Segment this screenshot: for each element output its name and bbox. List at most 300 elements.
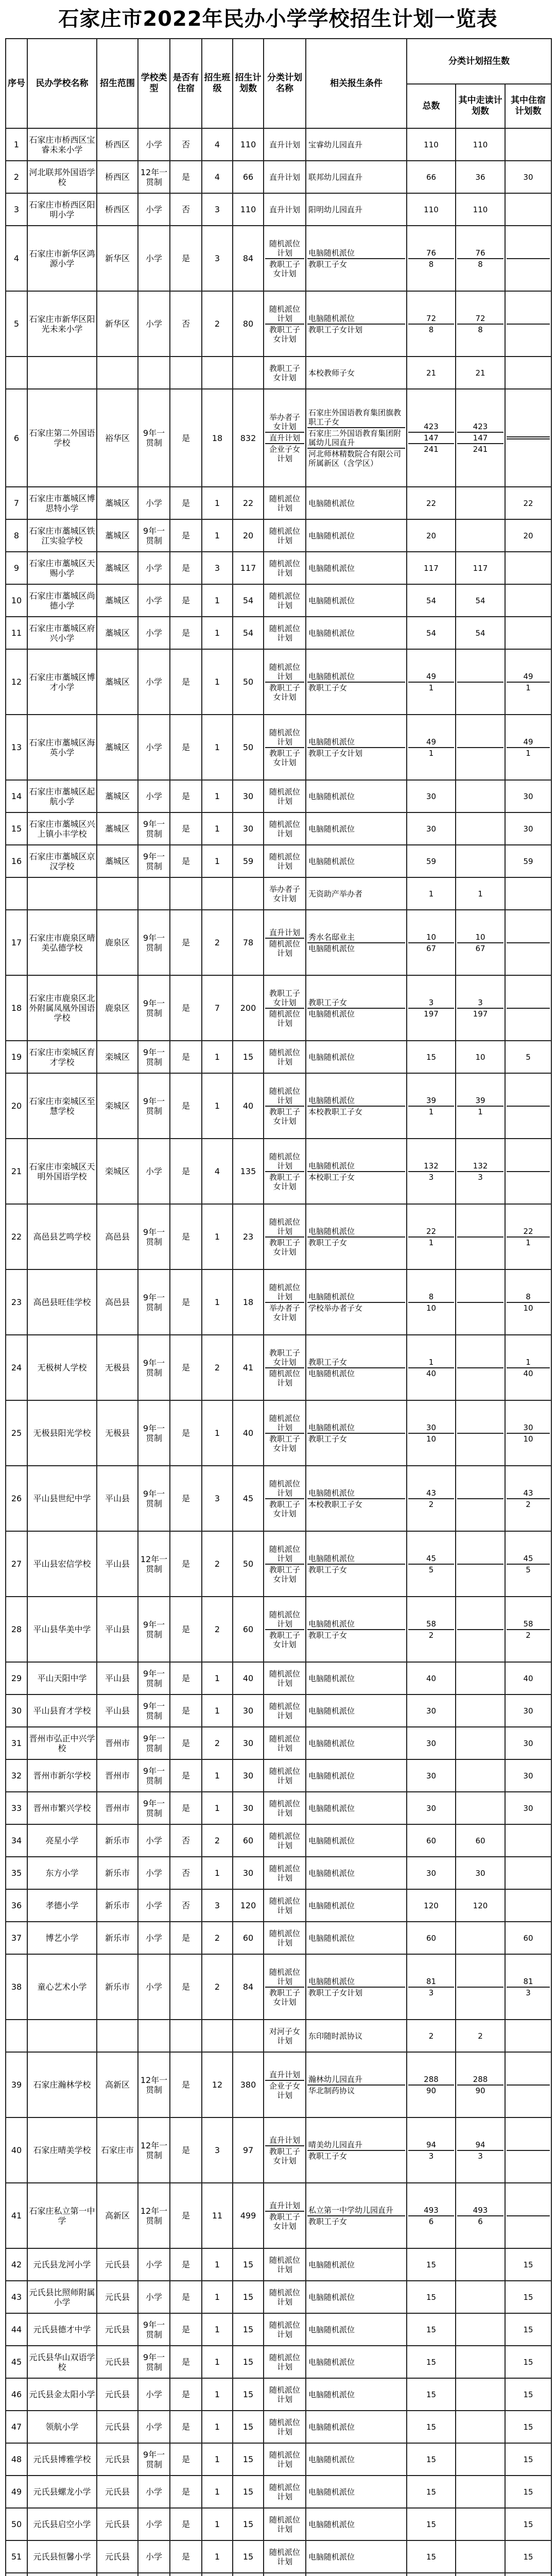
school-name: 平山县宏信学校 [27,1531,97,1597]
split-local-stack [457,1710,503,1711]
plan-condition: 教职工子女计划 [307,324,405,335]
plan-condition-stack [307,1226,405,1248]
split-local [457,1743,503,1744]
school-name: 石家庄市藁城区尚德小学 [27,584,97,617]
plan-category-stack [265,2320,304,2340]
split-local: 1 [457,1106,503,1117]
plan-condition: 教职工子女 [307,1236,405,1248]
plan-count: 20 [233,519,264,552]
plan-condition-stack [307,205,405,215]
split-board-cell [505,552,551,584]
class-count: 2 [202,1335,233,1400]
split-board: 15 [523,2454,533,2464]
enroll-district: 无极县 [97,1335,138,1400]
boarding-flag: 是 [170,1073,202,1139]
split-board: 60 [523,1933,533,1943]
plan-condition: 本校教师子女 [308,368,355,378]
school-type: 小学 [138,2508,170,2540]
split-local-stack [457,1095,503,1117]
plan-condition-stack [307,408,405,468]
plan-count: 15 [233,2248,264,2281]
class-count: 1 [202,2281,233,2313]
header-type: 学校类型 [138,39,170,128]
plan-category: 教职工子女计划 [265,1171,304,1192]
plan-category-stack [265,172,304,182]
split-total-stack [408,2260,454,2270]
split-total-cell [407,161,456,193]
plan-category: 随机派位计划 [269,1479,300,1498]
plan-category: 教职工子女计划 [265,1564,304,1584]
split-total: 15 [426,2389,437,2399]
split-board-cell [505,1400,551,1466]
split-board-stack [507,1673,550,1684]
row-number: 13 [6,715,27,780]
plan-condition-stack [307,498,405,509]
split-total-cell [407,2020,456,2052]
split-local-stack [457,2556,503,2557]
class-count: 1 [202,2346,233,2378]
plan-condition: 电脑随机派位 [308,1976,355,1986]
row-number: 48 [6,2443,27,2476]
split-total-cell [407,2052,456,2117]
enroll-district: 无极县 [97,1400,138,1466]
split-board: 58 [523,1619,533,1629]
class-count: 1 [202,2476,233,2508]
plan-category: 举办者子女计划 [269,413,300,431]
school-type: 小学 [138,617,170,649]
plan-category: 随机派位计划 [269,1282,300,1301]
plan-category-cell [264,519,306,552]
school-name: 平山天阳中学 [27,1662,97,1694]
boarding-flag: 是 [170,1954,202,2020]
split-total-cell [407,1073,456,1139]
row-number: 25 [6,1400,27,1466]
split-total-cell [407,1139,456,1204]
plan-count: 832 [233,389,264,487]
split-local [457,747,503,749]
class-count: 3 [202,1466,233,1531]
table-row [6,552,551,584]
split-total: 110 [424,140,439,149]
split-board-stack [507,2389,550,2400]
school-type: 小学 [138,128,170,161]
table-row [6,1400,551,1466]
class-count: 1 [202,1041,233,1073]
enroll-district: 高新区 [97,2183,138,2248]
plan-condition-stack [307,1706,405,1716]
plan-condition-stack [307,2140,405,2161]
row-number: 42 [6,2248,27,2281]
split-local-stack [457,2362,503,2363]
plan-count: 15 [233,1041,264,1073]
plan-category-stack [265,2200,304,2231]
plan-condition-cell [306,2052,407,2117]
plan-condition-stack [307,2357,405,2367]
school-type: 9年一贯制 [138,1597,170,1662]
split-total-cell [407,193,456,226]
class-count [202,877,233,910]
plan-category: 随机派位计划 [269,787,300,806]
table-row [6,1531,551,1597]
split-total-cell [407,975,456,1041]
plan-category-cell [264,2117,306,2183]
plan-condition: 电脑随机派位 [308,1226,355,1236]
plan-category: 教职工子女计划 [265,258,304,279]
split-local-stack [457,1432,503,1435]
table-row [6,193,551,226]
split-board-stack [507,1905,550,1906]
split-board-stack [507,2083,550,2087]
split-total-cell [407,226,456,291]
school-name: 晋州市繁兴学校 [27,1792,97,1824]
split-local: 76 [475,248,485,258]
split-board: 43 [523,1488,533,1498]
split-total-cell [407,2378,456,2411]
split-board-cell [505,1694,551,1727]
split-board: 40 [507,1367,550,1379]
split-board: 30 [523,1803,533,1813]
split-local-cell [456,128,505,161]
split-board-cell [505,2443,551,2476]
split-local-cell [456,2313,505,2346]
plan-category: 随机派位计划 [269,2352,300,2371]
split-total: 1 [408,682,454,693]
split-total-stack [408,2031,454,2041]
split-total-cell [407,1857,456,1889]
split-local-stack [457,2264,503,2265]
plan-condition: 电脑随机派位 [308,1095,355,1105]
split-local-cell [456,617,505,649]
split-board-cell [505,1889,551,1922]
split-local: 10 [475,932,485,942]
plan-condition: 电脑随机派位 [308,2357,355,2367]
split-total-cell [407,2117,456,2183]
plan-condition: 电脑随机派位 [308,2487,355,2497]
row-number: 24 [6,1335,27,1400]
plan-count: 30 [233,1694,264,1727]
split-local-stack [457,1497,503,1500]
school-name: 元氏县金太阳小学 [27,2378,97,2411]
split-local-stack [457,2394,503,2395]
plan-category: 教职工子女计划 [265,2145,304,2166]
plan-category: 教职工子女计划 [265,1498,304,1519]
row-number: 49 [6,2476,27,2508]
plan-category: 企业子女计划 [265,2080,304,2100]
row-number: 26 [6,1466,27,1531]
class-count: 3 [202,2117,233,2183]
enroll-district: 新乐市 [97,1824,138,1857]
plan-category: 直升计划 [269,172,300,182]
plan-category-stack [265,239,304,279]
school-type: 12年一贯制 [138,1531,170,1597]
plan-category-cell [264,2052,306,2117]
table-row [6,584,551,617]
class-count: 1 [202,487,233,519]
split-total-cell [407,877,456,910]
page-title: 石家庄市2022年民办小学学校招生计划一览表 [58,7,498,31]
split-total-cell [407,1727,456,1759]
split-board-cell [505,2281,551,2313]
plan-category: 直升计划 [269,927,300,937]
split-local-stack [457,681,503,684]
split-local-stack [457,1775,503,1776]
plan-condition: 东印随时派协议 [308,2031,363,2041]
class-count: 1 [202,2248,233,2281]
plan-count: 40 [233,1073,264,1139]
boarding-flag: 是 [170,1269,202,1335]
school-name [27,2020,97,2052]
plan-condition-cell [306,1204,407,1269]
plan-count: 50 [233,715,264,780]
plan-category-stack [265,363,304,383]
boarding-flag: 是 [170,1531,202,1597]
plan-category-cell [264,975,306,1041]
school-name: 亮星小学 [27,1824,97,1857]
enroll-district: 元氏县 [97,2281,138,2313]
plan-condition: 教职工子女 [308,997,348,1007]
split-total-stack [408,1292,454,1313]
split-board-cell [505,2508,551,2540]
enroll-district: 栾城区 [97,1041,138,1073]
plan-condition-cell [306,161,407,193]
plan-category-stack [265,2547,304,2567]
plan-condition-cell [306,519,407,552]
plan-condition-cell [306,1922,407,1954]
plan-condition-cell [306,1694,407,1727]
split-local-stack [457,1628,503,1631]
split-board: 15 [523,2292,533,2302]
split-board [507,144,550,145]
split-board [507,600,550,601]
table-row [6,2313,551,2346]
row-number: 12 [6,649,27,715]
split-total: 59 [426,856,437,866]
split-total-stack [408,1976,454,1998]
plan-count: 40 [233,1400,264,1466]
plan-category: 随机派位计划 [269,819,300,838]
plan-count: 15 [233,2540,264,2573]
split-local: 39 [475,1095,485,1105]
split-board-cell [505,161,551,193]
enroll-district: 桥西区 [97,128,138,161]
boarding-flag: 是 [170,2378,202,2411]
plan-category-stack [265,819,304,839]
table-row [6,2248,551,2281]
plan-category-cell [264,715,306,780]
split-board-cell [505,2248,551,2281]
split-board-cell [505,226,551,291]
split-total: 30 [426,1868,437,1878]
enroll-district: 藁城区 [97,715,138,780]
boarding-flag: 是 [170,2183,202,2248]
table-row [6,1889,551,1922]
table-row [6,617,551,649]
plan-count: 66 [233,161,264,193]
enrollment-table [5,38,552,2576]
plan-condition-cell [306,1139,407,1204]
plan-condition-cell [306,780,407,812]
boarding-flag: 是 [170,1466,202,1531]
class-count: 1 [202,2443,233,2476]
plan-category: 教职工子女计划 [265,324,304,344]
school-name: 东方小学 [27,1857,97,1889]
split-board: 1 [507,682,550,693]
plan-category: 随机派位计划 [269,1217,300,1236]
plan-count: 50 [233,649,264,715]
split-local-stack [457,205,503,215]
plan-condition-cell [306,617,407,649]
row-number: 29 [6,1662,27,1694]
enroll-district: 桥西区 [97,161,138,193]
school-type: 小学 [138,1857,170,1889]
plan-condition-cell [306,649,407,715]
split-total: 1 [408,1106,454,1117]
split-total: 30 [426,1706,437,1716]
plan-category-cell [264,2313,306,2346]
plan-category-stack [265,1896,304,1916]
split-total: 15 [426,1052,437,1062]
plan-category-stack [265,2385,304,2404]
plan-count: 200 [233,975,264,1041]
boarding-flag: 是 [170,487,202,519]
row-number: 31 [6,1727,27,1759]
boarding-flag: 是 [170,1597,202,1662]
split-board-stack [507,893,550,894]
split-board-cell [505,519,551,552]
plan-count: 41 [233,1335,264,1400]
plan-count: 84 [233,1954,264,2020]
plan-condition-stack [307,563,405,573]
split-board-stack [507,1840,550,1841]
split-board: 15 [523,2260,533,2269]
split-total-cell [407,910,456,975]
plan-category-stack [265,412,304,464]
school-type: 9年一贯制 [138,1041,170,1073]
split-total: 43 [426,1488,437,1498]
class-count: 2 [202,291,233,357]
split-board-stack [507,1357,550,1379]
split-local-stack [457,2524,503,2525]
split-total-stack [408,1553,454,1575]
split-board-stack [507,323,550,326]
plan-condition-cell [306,389,407,487]
split-local-stack [457,596,503,606]
plan-category: 随机派位计划 [269,1701,300,1720]
school-name: 石家庄市鹿泉区晴美弘德学校 [27,910,97,975]
split-total-cell [407,552,456,584]
school-type: 9年一贯制 [138,519,170,552]
enroll-district: 平山县 [97,1466,138,1531]
plan-category-cell [264,2540,306,2573]
split-board-stack [507,144,550,145]
split-local: 60 [475,1836,485,1845]
school-type: 小学 [138,552,170,584]
split-board: 59 [523,856,533,866]
boarding-flag [170,2573,202,2576]
split-local-stack [457,1678,503,1679]
table-row [6,2508,551,2540]
split-local [457,1367,503,1369]
school-name: 博艺小学 [27,1922,97,1954]
split-board-cell [505,1041,551,1073]
plan-condition-cell [306,2573,407,2576]
split-total: 94 [426,2140,437,2149]
plan-category: 随机派位计划 [269,2320,300,2339]
split-board-cell [505,1466,551,1531]
split-total-stack [408,1357,454,1379]
plan-category-cell [264,1857,306,1889]
plan-category-stack [265,1413,304,1453]
row-number: 40 [6,2117,27,2183]
plan-category: 随机派位计划 [269,852,300,871]
school-name: 元氏县启空小学 [27,2508,97,2540]
enroll-district: 桥西区 [97,193,138,226]
split-local-stack [457,932,503,954]
school-name: 石家庄市藁城区兴上镇小丰学校 [27,812,97,845]
split-board: 49 [523,671,533,681]
split-board-stack [507,2325,550,2335]
split-board-cell [505,584,551,617]
plan-condition: 秀水名邸业主 [308,932,355,942]
split-total: 2 [408,1629,454,1640]
plan-category-stack [265,662,304,702]
plan-condition-cell [306,1269,407,1335]
split-total-cell [407,1204,456,1269]
plan-condition-stack [307,1868,405,1878]
school-type: 9年一贯制 [138,1759,170,1792]
split-total: 6 [408,2215,454,2227]
table-row [6,2573,551,2576]
plan-category: 随机派位计划 [269,558,300,578]
plan-condition-cell [306,2020,407,2052]
plan-condition-stack [307,2325,405,2335]
school-type: 小学 [138,649,170,715]
split-board [507,2215,550,2217]
split-local: 288 [473,2074,488,2084]
split-board-stack [507,737,550,758]
plan-count [233,2020,264,2052]
class-count: 3 [202,226,233,291]
split-board: 1 [507,1236,550,1248]
split-local-cell [456,2508,505,2540]
row-number: 32 [6,1759,27,1792]
split-total-stack [408,2389,454,2400]
split-board: 10 [507,1433,550,1444]
plan-condition: 电脑随机派位 [307,1008,405,1019]
split-local-cell [456,1694,505,1727]
school-name: 石家庄市栾城区育才学校 [27,1041,97,1073]
school-type: 小学 [138,226,170,291]
split-total: 147 [408,432,454,443]
split-local-stack [457,1808,503,1809]
boarding-flag: 是 [170,552,202,584]
plan-category-cell [264,877,306,910]
plan-condition: 本校教职工子女 [307,1106,405,1117]
school-name: 高邑县艺鸣学校 [27,1204,97,1269]
plan-condition: 无资助产举办者 [308,889,363,899]
enroll-district: 石家庄市 [97,2117,138,2183]
split-total: 8 [428,1292,434,1301]
plan-condition: 阳明幼儿园直升 [308,205,363,214]
split-total: 30 [426,824,437,834]
split-local [457,1498,503,1500]
plan-condition: 电脑随机派位 [308,563,355,573]
split-total-cell [407,1531,456,1597]
split-local: 8 [457,324,503,335]
boarding-flag: 是 [170,161,202,193]
split-local-cell [456,975,505,1041]
plan-condition: 教职工子女 [307,682,405,693]
